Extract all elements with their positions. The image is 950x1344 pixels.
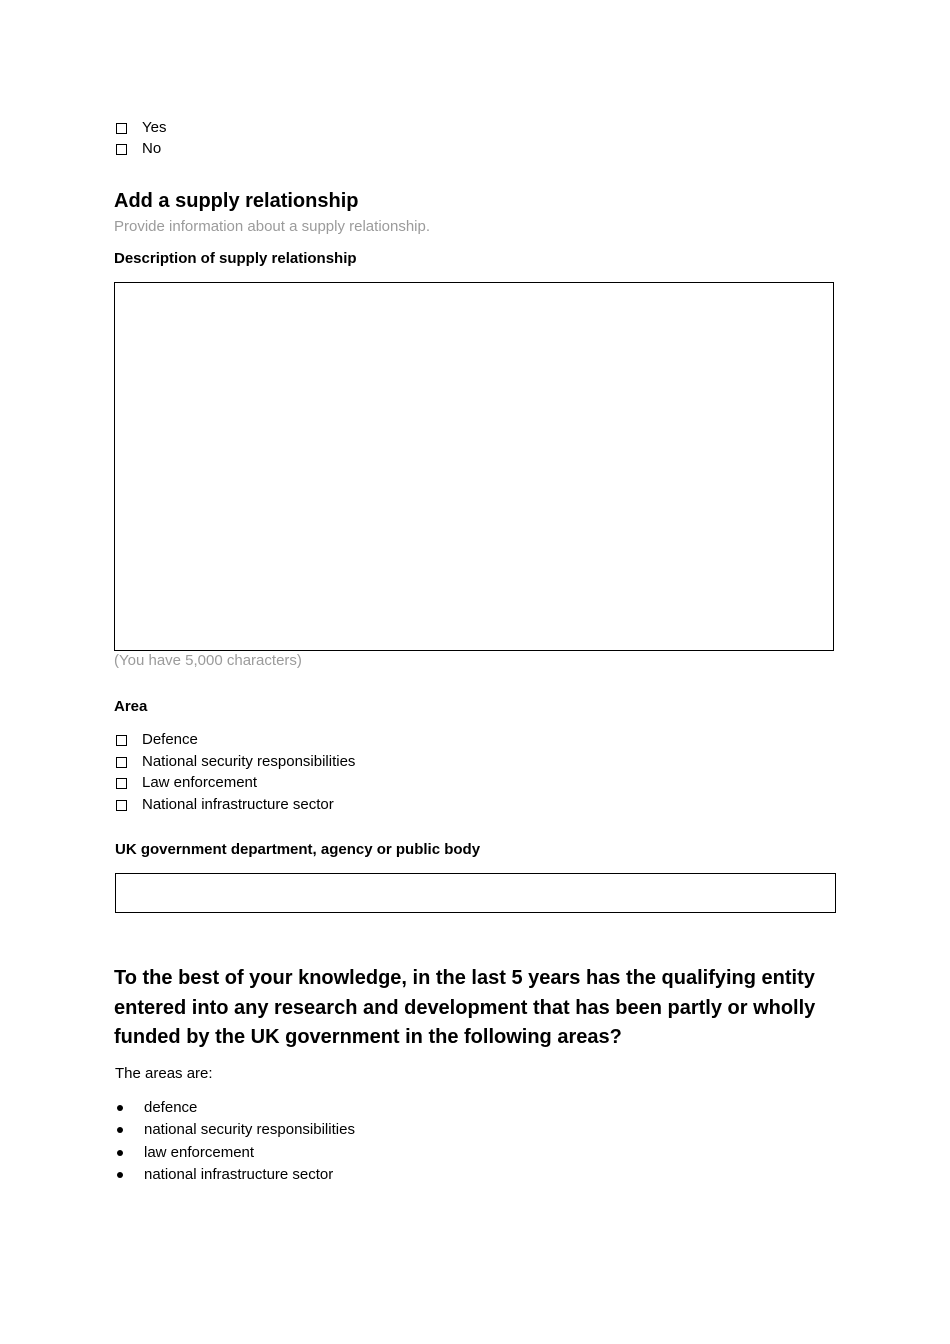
areas-intro: The areas are: — [115, 1065, 213, 1082]
checkbox-option-law-enforcement[interactable] — [116, 773, 257, 793]
checkbox-label: National security responsibilities — [142, 753, 356, 770]
checkbox-option-national-security[interactable] — [116, 752, 355, 772]
list-item-label: national infrastructure sector — [144, 1166, 334, 1183]
checkbox-label: No — [142, 140, 162, 157]
bullet-icon — [117, 1105, 123, 1111]
list-item-label: defence — [144, 1099, 198, 1116]
checkbox-icon[interactable] — [116, 144, 127, 155]
list-item — [116, 1143, 254, 1163]
bullet-icon — [117, 1172, 123, 1178]
research-question-heading: To the best of your knowledge, in the last 5 years has the qualifying entity entered into any research and development that has been partly or wholly funded by the UK government in the following areas? — [114, 967, 816, 1048]
department-label: UK government department, agency or public body — [115, 841, 481, 858]
checkbox-icon[interactable] — [116, 735, 127, 746]
checkbox-label: Law enforcement — [142, 774, 258, 791]
checkbox-option-national-infrastructure[interactable] — [116, 795, 334, 815]
checkbox-label: Yes — [142, 119, 167, 136]
checkbox-icon[interactable] — [116, 757, 127, 768]
description-textarea[interactable] — [114, 282, 834, 651]
list-item — [116, 1165, 333, 1185]
checkbox-option-no[interactable] — [116, 139, 161, 159]
checkbox-icon[interactable] — [116, 778, 127, 789]
bullet-icon — [117, 1127, 123, 1133]
checkbox-option-defence[interactable] — [116, 730, 198, 750]
list-item — [116, 1098, 197, 1118]
checkbox-label: Defence — [142, 731, 198, 748]
department-input[interactable] — [115, 873, 836, 913]
section-heading-supply: Add a supply relationship — [114, 190, 359, 212]
character-count: (You have 5,000 characters) — [114, 652, 302, 669]
list-item — [116, 1120, 355, 1140]
checkbox-option-yes[interactable] — [116, 118, 166, 138]
area-label: Area — [114, 698, 148, 715]
checkbox-icon[interactable] — [116, 800, 127, 811]
checkbox-label: National infrastructure sector — [142, 796, 334, 813]
checkbox-icon[interactable] — [116, 123, 127, 134]
section-hint: Provide information about a supply relationship. — [114, 218, 431, 235]
description-label: Description of supply relationship — [114, 250, 357, 267]
list-item-label: law enforcement — [144, 1144, 255, 1161]
list-item-label: national security responsibilities — [144, 1121, 355, 1138]
bullet-icon — [117, 1150, 123, 1156]
